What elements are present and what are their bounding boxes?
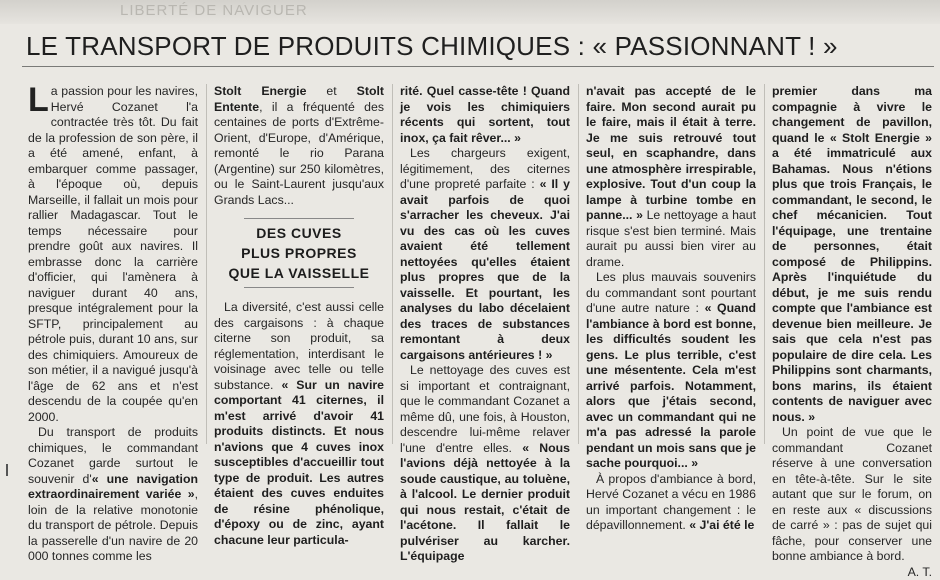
col4-p1b: Le nettoyage a haut risque s'est bien terminé. Mais aurait pu aussi bien virer au drame. (586, 208, 756, 269)
col1-paragraph-1 (28, 84, 198, 425)
headline-rule (22, 66, 934, 67)
bleed-text: LIBERTÉ DE NAVIGUER (120, 2, 308, 19)
col5-p1-quote: premier dans ma compagnie à vivre le changement de pavillon, quand le « Stolt Energie » a été immatriculé aux Bahamas. Nous n'étions plus que trois Français, le commandant, le second, le chef mécanicien. Tout l'équipage, une trentaine de personnes, était composé de Philippins. Après l'inquiétude du début, je me suis rendu compte que l'ambiance est devenue bien meilleure. Je sais que cela n'est pas populaire de dire cela. Les Philippins sont charmants, bons marins, ils étaient contents de naviguer avec nous. » (772, 84, 932, 424)
col5-paragraph-2 (772, 425, 932, 565)
column-3 (400, 84, 570, 565)
col5-p2: Un point de vue que le commandant Cozanet réserve à une conversation en tête-à-tête. Sur le site autant que sur le forum, on en reste aux « discussions de carré » : pas de sujet qui fâche, pour conserver une bonne ambiance à bord. (772, 425, 932, 563)
col3-paragraph-1 (400, 84, 570, 146)
column-2 (214, 84, 384, 548)
col1-p1-text: a passion pour les navires, Hervé Cozanet l'a contractée très tôt. Du fait de la profession de son père, il a été amené, enfant, à embarquer comme passager, à l'époque où, depuis Marseille, il fallait un mois pour rallier Madagascar. Tout le temps nécessaire pour prendre goût aux navires. Il embrasse donc la carrière d'officier, qui l'amènera à naviguer durant 40 ans, presque intégralement pour la SFTP, principalement au pétrole puis, durant 10 ans, sur des chimiquiers. Amoureux de son métier, il a navigué jusqu'à l'âge de 62 ans et n'est descendu de la coupée qu'en 2000. (28, 84, 198, 424)
col3-p3a: Le nettoyage des cuves est si important et contraignant, que le commandant Cozanet a même dû, une fois, à Houston, descendre lui-même relaver l'une d'entre elles. (400, 363, 570, 455)
column-separator (392, 84, 393, 444)
col3-paragraph-3 (400, 363, 570, 565)
col2-p1d: , il a fréquenté des centaines de ports d'Extrême-Orient, d'Europe, d'Amérique, remonté le rio Parana (Argentine) sur 250 kilomètres, ou le Saint-Laurent jusqu'aux Grands Lacs... (214, 100, 384, 207)
column-4 (586, 84, 756, 534)
col3-p1-quote: rité. Quel casse-tête ! Quand je vois les chimiquiers récents qui sortent, tout inox, ça fait rêver... » (400, 84, 570, 145)
subheading-line-3: QUE LA VAISSELLE (214, 263, 384, 283)
subheading (214, 218, 384, 288)
col4-paragraph-1 (586, 84, 756, 270)
col2-p2b-quote: « Sur un navire comportant 41 citernes, il m'est arrivé d'avoir 41 produits distincts. Et nous n'avions que 4 cuves inox susceptibles d'accueillir tout type de produit. Les autres étaient des cuves enduites de résine phénolique, d'époxy ou de zinc, ayant chacune leur particula- (214, 378, 384, 547)
col2-p2a: La diversité, c'est aussi celle des cargaisons : à chaque citerne son produit, sa réglementation, interdisant le voisinage avec telle ou telle substance. (214, 300, 384, 392)
column-5 (772, 84, 932, 580)
col4-p2a: Les plus mauvais souvenirs du commandant sont pourtant d'une autre nature : (586, 270, 756, 315)
col4-paragraph-2 (586, 270, 756, 472)
col3-p2b-quote: « Il y avait parfois de quoi s'arracher les cheveux. J'ai vu des cas où les cuves avaient été tellement nettoyées qu'elles étaient plus propres que de la vaisselle. Et pourtant, les analyses du labo décelaient des traces de substances remontant à deux cargaisons antérieures ! » (400, 177, 570, 362)
col3-p3b-quote: « Nous l'avions déjà nettoyée à la soude caustique, au toluène, à l'alcool. Le dernier produit qui nous restait, c'était de l'acétone. Il fallait le pulvériser au karcher. L'équipage (400, 441, 570, 564)
page-edge-mark (6, 464, 8, 476)
col5-paragraph-1 (772, 84, 932, 425)
col3-p2a: Les chargeurs exigent, légitimement, des citernes d'une propreté parfaite : (400, 146, 570, 191)
col1-p2a: Du transport de produits chimiques, le commandant Cozanet garde surtout le souvenir d' (28, 425, 198, 486)
col2-paragraph-1 (214, 84, 384, 208)
col4-paragraph-3 (586, 472, 756, 534)
ship-name-2: Stolt Entente (214, 84, 384, 114)
col1-p2b-quote: « une navigation extraordinairement variée » (28, 472, 198, 502)
col4-p1-quote: n'avait pas accepté de le faire. Mon second aurait pu le faire, mais il était à terre. Je me suis retrouvé tout seul, en scaphandre, dans une atmosphère irrespirable, explosive. Tout d'un coup la lampe à turbine tombe en panne... » (586, 84, 756, 222)
subheading-line-1: DES CUVES (214, 223, 384, 243)
column-separator (578, 84, 579, 444)
author-signature: A. T. (772, 565, 932, 580)
col2-p1b: et (306, 84, 356, 98)
col4-p3a: À propos d'ambiance à bord, Hervé Cozanet a vécu en 1986 un important changement : le dépavillonnement. (586, 472, 756, 533)
drop-cap: L (28, 86, 49, 116)
article-headline: LE TRANSPORT DE PRODUITS CHIMIQUES : « PASSIONNANT ! » (26, 30, 926, 62)
subheading-line-2: PLUS PROPRES (214, 243, 384, 263)
col1-paragraph-2 (28, 425, 198, 565)
col1-p2c: , loin de la relative monotonie du transport de pétrole. Depuis la passerelle d'un navire de 20 000 tonnes comme les (28, 487, 198, 563)
col3-paragraph-2 (400, 146, 570, 363)
column-separator (206, 84, 207, 444)
column-separator (764, 84, 765, 444)
col4-p2b-quote: « Quand l'ambiance à bord est bonne, les difficultés soudent les gens. Le plus terrible, c'est une mésentente. Cela m'est arrivé parfois. Notamment, alors que j'étais second, avec un commandant qui ne m'a pas adressé la parole pendant un mois sans que je sache pourquoi... » (586, 301, 756, 470)
ship-name-1: Stolt Energie (214, 84, 306, 98)
column-1 (28, 84, 198, 565)
col2-paragraph-2 (214, 300, 384, 548)
previous-page-bleed (0, 0, 940, 24)
col4-p3b-quote: « J'ai été le (689, 518, 754, 532)
